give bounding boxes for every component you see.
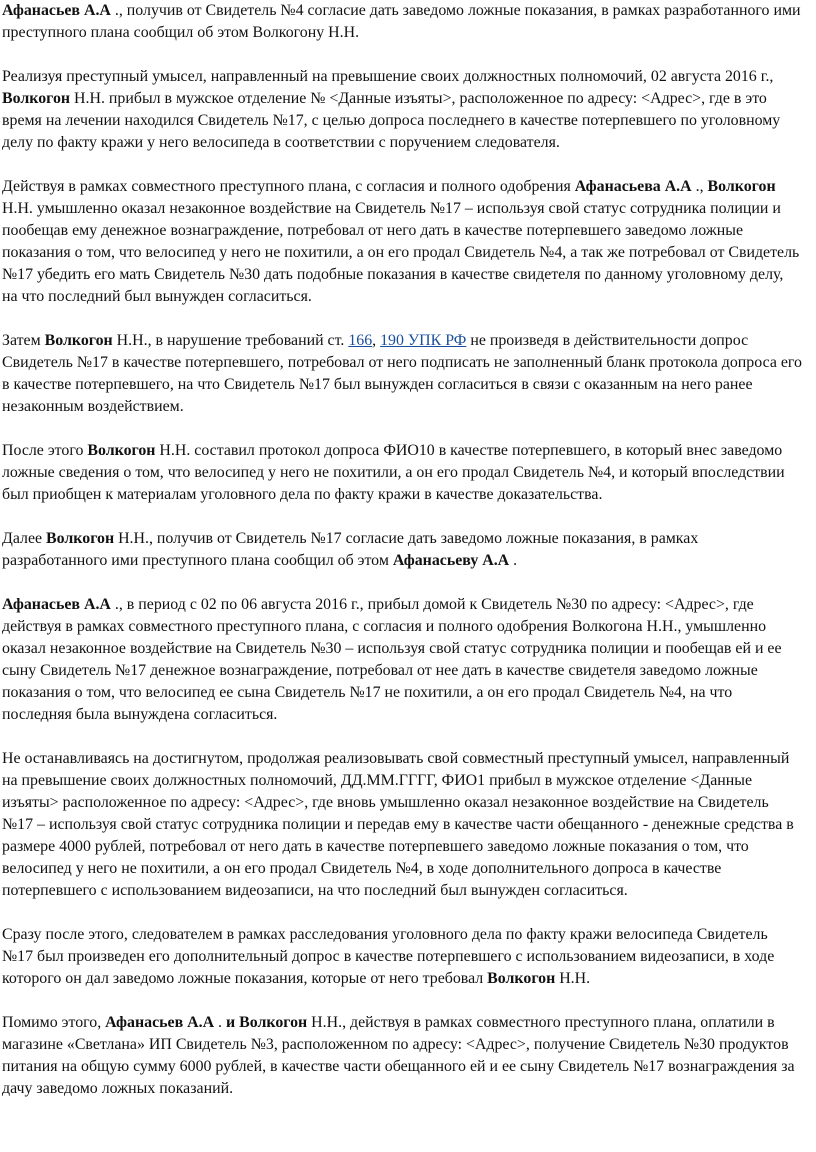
text-run: Сразу после этого, следователем в рамках расследования уголовного дела по факту кражи велосипеда Свидетель №17 был произведен его дополнительный допрос в качестве потерпевшего с использованием видеозаписи, в ходе которого он дал заведомо ложные показания, которые от него требовал [2,926,775,987]
bold-name: Волкогон [487,970,556,987]
text-run: Далее [2,530,47,547]
text-run: ., получив от Свидетель №4 согласие дать заведомо ложные показания, в рамках разработанного ими преступного плана сообщил об этом Волкогону Н.Н. [2,2,801,41]
text-run: Н.Н. прибыл в мужское отделение № <Данные изъяты>, расположенное по адресу: <Адрес>, где в это время на лечении находился Свидетель №17, с целью допроса последнего в качестве потерпевшего по уголовному делу по факту кражи у него велосипеда в соответствии с поручением следователя. [2,90,781,151]
paragraph [2,748,802,902]
text-run: Н.Н., в нарушение требований ст. [112,332,349,349]
text-run: Затем [2,332,45,349]
paragraph [2,330,802,418]
paragraph [2,594,802,726]
bold-name: Волкогон [2,90,71,107]
bold-name: Афанасьев А.А [2,596,111,613]
bold-name: Афанасьева А.А [574,178,692,195]
bold-name: Афанасьев А.А [105,1014,215,1031]
law-article-link[interactable]: 190 УПК РФ [380,332,467,349]
paragraph [2,176,802,308]
bold-name: Волкогон [46,530,115,547]
text-run: . [214,1014,226,1031]
law-article-link[interactable]: 166 [348,332,373,349]
text-run: Н.Н. [555,970,591,987]
bold-name: Волкогон [44,332,113,349]
bold-name: Афанасьеву А.А [392,552,510,569]
paragraph [2,528,802,572]
paragraph [2,66,802,154]
bold-name: Волкогон [87,442,156,459]
text-run: Н.Н., получив от Свидетель №17 согласие дать заведомо ложные показания, в рамках разработанного ими преступного плана сообщил об этом [2,530,699,569]
paragraph [2,0,802,44]
paragraph [2,1012,802,1100]
text-run: Н.Н. умышленно оказал незаконное воздействие на Свидетель №17 – используя свой статус сотрудника полиции и пообещав ему денежное вознаграждение, потребовал от него дать в качестве потерпевшего заведомо ложные показания о том, что велосипед у него не похитили, а он его продал Свидетель №4, а так же потребовал от Свидетель №17 убедить его мать Свидетель №30 дать подобные показания в качестве свидетеля по данному уголовному делу, на что последний был вынужден согласиться. [2,200,800,305]
text-run: После этого [2,442,88,459]
text-run: Н.Н. составил протокол допроса ФИО10 в качестве потерпевшего, в который внес заведомо ложные сведения о том, что велосипед у него не похитили, а он его продал Свидетель №4, и который впоследствии был приобщен к материалам уголовного дела по факту кражи в качестве доказательства. [2,442,785,503]
text-run: Действуя в рамках совместного преступного плана, с согласия и полного одобрения [2,178,575,195]
text-run: ., в период с 02 по 06 августа 2016 г., прибыл домой к Свидетель №30 по адресу: <Адрес>, где действуя в рамках совместного преступного плана, с согласия и полного одобрения Волкогона Н.Н., умышленно оказал незаконное воздействие на Свидетель №30 – используя свой статус сотрудника полиции и пообещав ей и ее сыну Свидетель №17 денежное вознаграждение, потребовал от нее дать в качестве свидетеля заведомо ложные показания о том, что велосипед ее сына Свидетель №17 не похитили, а он его продал Свидетель №4, на что последняя была вынуждена согласиться. [2,596,782,723]
bold-name: и Волкогон [226,1014,308,1031]
text-run: ., [691,178,708,195]
text-run: Помимо этого, [2,1014,106,1031]
text-run: Реализуя преступный умысел, направленный на превышение своих должностных полномочий, 02 августа 2016 г., [2,68,774,85]
text-run: , [372,332,381,349]
text-run: Не останавливаясь на достигнутом, продолжая реализовывать свой совместный преступный умысел, направленный на превышение своих должностных полномочий, ДД.ММ.ГГГГ, ФИО1 прибыл в мужское отделение <Данные изъяты> расположенное по адресу: <Адрес>, где вновь умышленно оказал незаконное воздействие на Свидетель №17 – используя свой статус сотрудника полиции и передав ему в качестве части обещанного - денежные средства в размере 4000 рублей, потребовал от него дать в качестве потерпевшего заведомо ложные показания о том, что велосипед у него не похитили, а он его продал Свидетель №4, в ходе дополнительного допроса в качестве потерпевшего с использованием видеозаписи, на что последний был вынужден согласиться. [2,750,794,899]
bold-name: Волкогон [707,178,776,195]
paragraph [2,440,802,506]
paragraph [2,924,802,990]
text-run: Н.Н., действуя в рамках совместного преступного плана, оплатили в магазине «Светлана» ИП Свидетель №3, расположенном по адресу: <Адрес>, получение Свидетель №30 продуктов питания на общую сумму 6000 рублей, в качестве части обещанного ей и ее сыну Свидетель №17 вознаграждения за дачу заведомо ложных показаний. [2,1014,795,1097]
bold-name: Афанасьев А.А [2,2,111,19]
text-run: . [509,552,518,569]
text-run: не произведя в действительности допрос Свидетель №17 в качестве потерпевшего, потребовал от него подписать не заполненный бланк протокола допроса его в качестве потерпевшего, на что Свидетель №17 был вынужден согласиться в связи с оказанным на него ранее незаконным воздействием. [2,332,802,415]
document-body [2,0,802,1100]
